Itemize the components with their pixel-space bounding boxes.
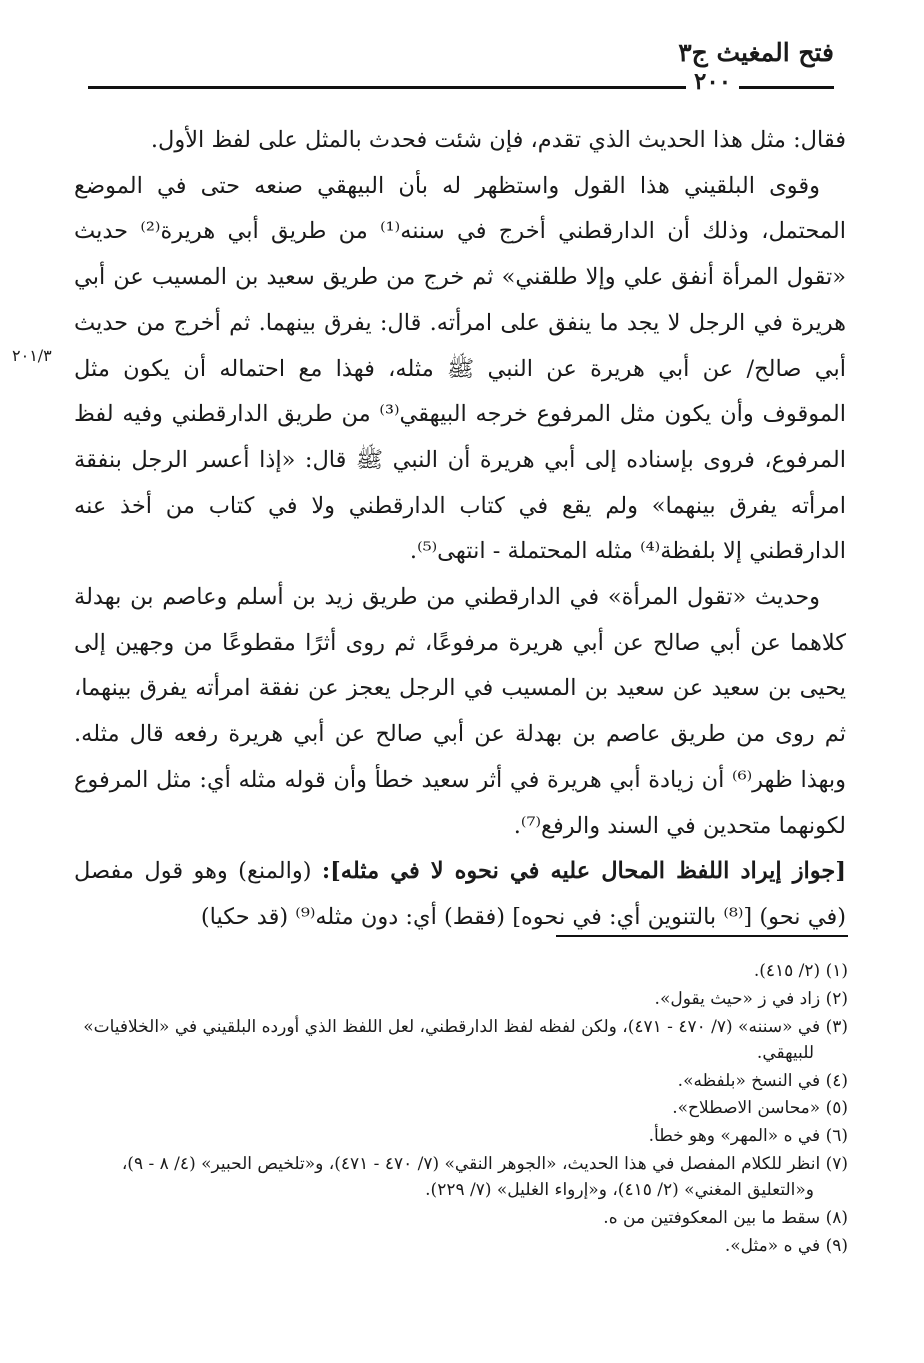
paragraph-2: وقوى البلقيني هذا القول واستظهر له بأن البيهقي صنعه حتى في الموضع المحتمل، وذلك أن الدارقطني أخرج في سننه⁽¹⁾ من طريق أبي هريرة⁽²⁾ حديث «تقول المرأة أنفق علي وإلا طلقني» ثم خرج من طريق سعيد بن المسيب عن أبي هريرة في الرجل لا يجد ما ينفق على امرأته. قال: يفرق بينهما. ثم أخرج من حديث أبي صالح/ عن أبي هريرة عن النبي ﷺ مثله، فهذا مع احتماله أن يكون مثل الموقوف وأن يكون مثل المرفوع خرجه البيهقي⁽³⁾ من طريق الدارقطني وفيه لفظ المرفوع، فروى بإسناده إلى أبي هريرة أن النبي ﷺ قال: «إذا أعسر الرجل بنفقة امرأته يفرق بينهما» ولم يقع في كتاب الدارقطني ولا في كتاب من أخذ عنه الدارقطني إلا بلفظة⁽⁴⁾ مثله المحتملة - انتهى⁽⁵⁾. [74, 172, 846, 565]
running-header-title: فتح المغيث ج٣ [678, 38, 834, 67]
paragraph-1: فقال: مثل هذا الحديث الذي تقدم، فإن شئت فحدث بالمثل على لفظ الأول. [150, 127, 846, 153]
footnote-separator [556, 935, 848, 937]
footnote: (١) (٢/ ٤١٥). [753, 961, 848, 981]
main-text [74, 118, 846, 941]
margin-reference: ٢٠١/٣ [12, 346, 52, 365]
footnote: (٦) في ه «المهر» وهو خطأ. [648, 1126, 848, 1147]
footnotes [76, 958, 848, 1261]
section-heading: [جواز إيراد اللفظ المحال عليه في نحوه لا في مثله]: [321, 858, 846, 885]
footnote: (٤) في النسخ «بلفظه». [677, 1070, 848, 1091]
page-number: ٢٠٠ [686, 68, 739, 95]
footnote: (٨) سقط ما بين المعكوفتين من ه. [603, 1208, 848, 1229]
footnote: (٥) «محاسن الاصطلاح». [672, 1098, 848, 1119]
footnote: (٩) في ه «مثل». [724, 1235, 848, 1256]
paragraph-4 [74, 849, 846, 940]
paragraph-3: وحديث «تقول المرأة» في الدارقطني من طريق زيد بن أسلم وعاصم بن بهدلة كلاهما عن أبي صالح عن أبي هريرة مرفوعًا، ثم روى أثرًا مقطوعًا من وجهين إلى يحيى بن سعيد عن سعيد بن المسيب في الرجل يعجز عن نفقة امرأته يفرق بينهما، ثم روى من طريق عاصم بن بهدلة عن أبي صالح عن أبي هريرة رفعه قال مثله. وبهذا ظهر⁽⁶⁾ أن زيادة أبي هريرة في أثر سعيد خطأ وأن قوله مثله أي: مثل المرفوع لكونهما متحدين في السند والرفع⁽⁷⁾. [74, 584, 846, 839]
footnote: (٢) زاد في ز «حيث يقول». [654, 988, 848, 1009]
footnote: (٧) انظر للكلام المفصل في هذا الحديث، «الجوهر النقي» (٧/ ٤٧٠ - ٤٧١)، و«تلخيص الحبير» (٤/ ٨ - ٩)، و«التعليق المغني» (٢/ ٤١٥)، و«إرواء الغليل» (٧/ ٢٢٩). [121, 1154, 848, 1201]
paragraph-4-text: (والمنع) وهو قول مفصل (في نحو) [⁽⁸⁾ بالتنوين أي: في نحوه] (فقط) أي: دون مثله⁽⁹⁾ (قد حكيا) [74, 858, 846, 930]
footnote: (٣) في «سننه» (٧/ ٤٧٠ - ٤٧١)، ولكن لفظه لفظ الدارقطني، لعل اللفظ الذي أورده البلقيني في «الخلافيات» للبيهقي. [83, 1016, 848, 1063]
